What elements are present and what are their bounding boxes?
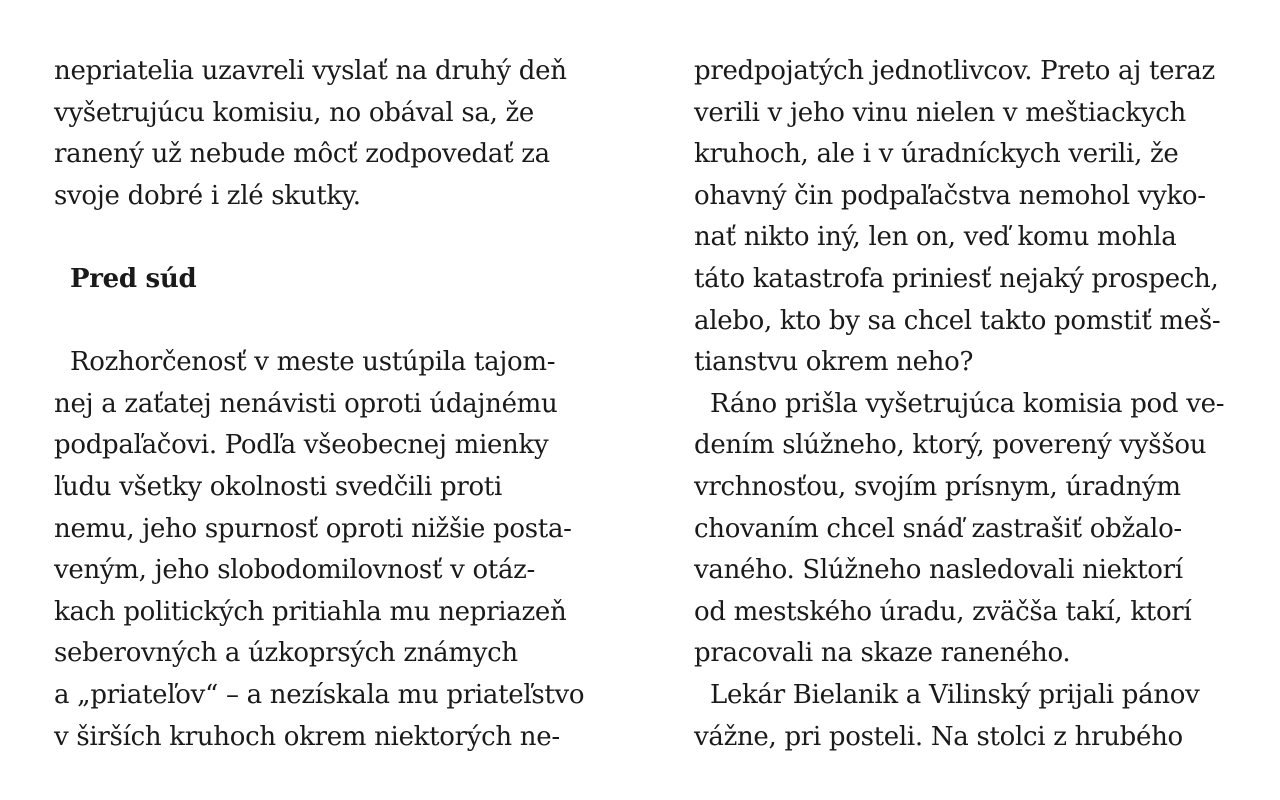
text-line: táto katastrofa priniesť nejaký prospech, (694, 263, 1219, 294)
text-line: v širších kruhoch okrem niektorých ne- (54, 721, 560, 752)
spacer (54, 217, 594, 259)
text-line: vážne, pri posteli. Na stolci z hrubého (694, 721, 1183, 752)
right-column (694, 51, 1234, 758)
text-line: nemu, jeho spurnosť oproti nižšie posta- (54, 513, 572, 544)
paragraph (694, 384, 1234, 675)
text-line: alebo, kto by sa chcel takto pomstiť meš- (694, 305, 1221, 336)
text-line: veným, jeho slobodomilovnosť v otáz- (54, 555, 536, 586)
text-line: ranený už nebude môcť zodpovedať za (54, 139, 550, 170)
text-line: verili v jeho vinu nielen v meštiackych (694, 97, 1186, 128)
text-line: a „priateľov“ – a nezískala mu priateľstvo (54, 679, 585, 710)
spacer (54, 301, 594, 343)
text-line: vrchnosťou, svojím prísnym, úradným (694, 471, 1181, 502)
text-line: vyšetrujúcu komisiu, no obával sa, že (54, 97, 535, 128)
text-line: tianstvu okrem neho? (694, 347, 974, 378)
text-line: ohavný čin podpaľačstva nemohol vyko- (694, 180, 1206, 211)
text-line: Ráno prišla vyšetrujúca komisia pod ve- (710, 388, 1225, 419)
text-line: od mestského úradu, zväčša takí, ktorí (694, 596, 1192, 627)
text-line: Lekár Bielanik a Vilinský prijali pánov (710, 679, 1200, 710)
text-line: nať nikto iný, len on, veď komu mohla (694, 222, 1177, 253)
text-line: kruhoch, ale i v úradníckych verili, že (694, 139, 1179, 170)
text-line: podpaľačovi. Podľa všeobecnej mienky (54, 430, 549, 461)
text-line: svoje dobré i zlé skutky. (54, 180, 361, 211)
text-line: chovaním chcel snáď zastrašiť obžalo- (694, 513, 1182, 544)
text-line: predpojatých jednotlivcov. Preto aj teraz (694, 56, 1215, 86)
paragraph (54, 51, 594, 217)
left-column (54, 51, 594, 758)
text-line: kach politických pritiahla mu nepriazeň (54, 596, 567, 627)
paragraph (54, 342, 594, 758)
text-line: ľudu všetky okolnosti svedčili proti (54, 471, 502, 502)
paragraph (694, 675, 1234, 758)
text-line: pracovali na skaze raneného. (694, 638, 1071, 669)
text-line: seberovných a úzkoprsých známych (54, 638, 518, 669)
text-line: vaného. Slúžneho nasledovali niektorí (694, 555, 1183, 586)
text-line: nej a zaťatej nenávisti oproti údajnému (54, 388, 558, 419)
text-line: nepriatelia uzavreli vyslať na druhý deň (54, 56, 567, 86)
text-line: Rozhorčenosť v meste ustúpila tajom- (70, 347, 556, 378)
paragraph (694, 51, 1234, 384)
section-heading: Pred súd (70, 263, 197, 294)
text-line: dením slúžneho, ktorý, poverený vyššou (694, 430, 1207, 461)
